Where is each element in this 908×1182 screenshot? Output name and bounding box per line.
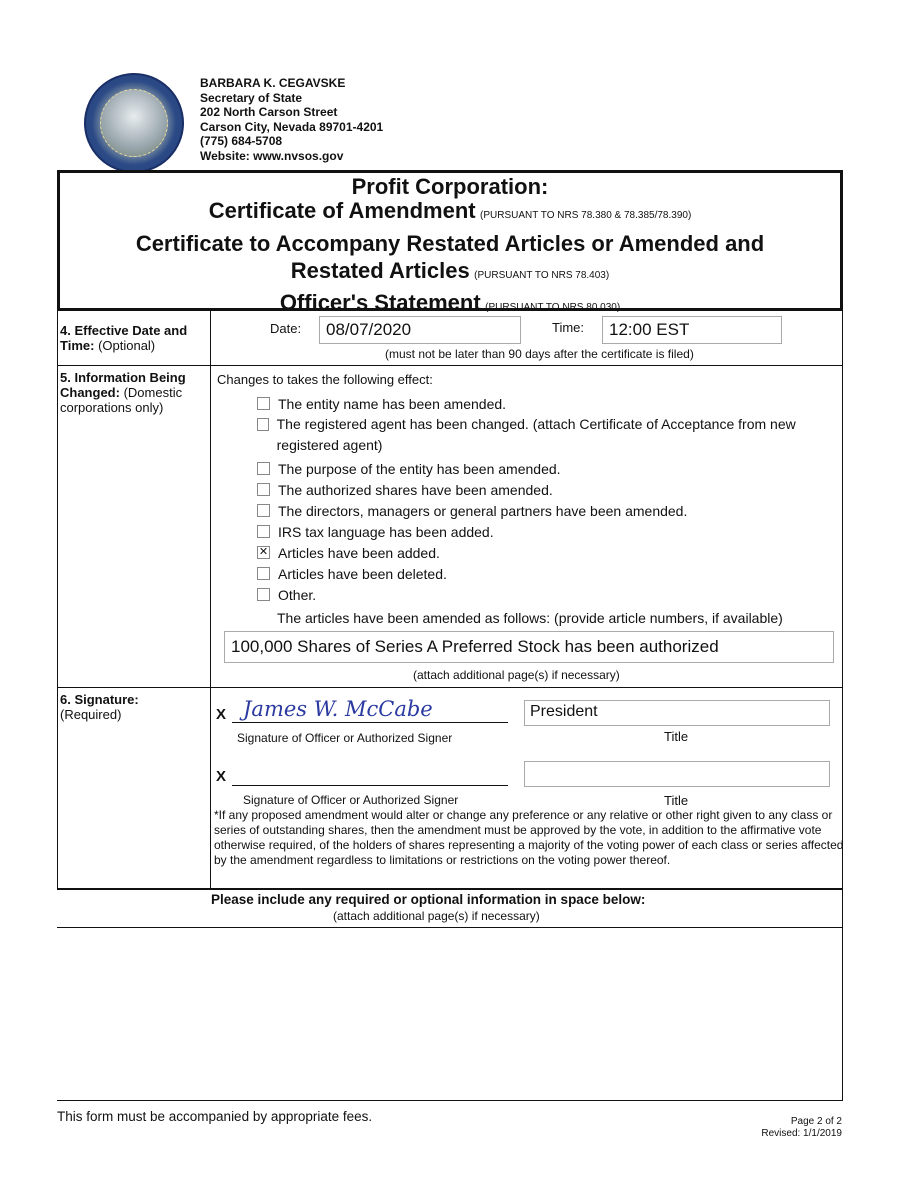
date-label: Date: — [270, 321, 302, 336]
section6-label: 6. Signature: (Required) — [60, 692, 139, 722]
title-line4-note: (PURSUANT TO NRS 78.403) — [474, 270, 610, 281]
title-line2-note: (PURSUANT TO NRS 78.380 & 78.385/78.390) — [480, 210, 692, 221]
title-line3: Certificate to Accompany Restated Articles or Amended and — [135, 231, 765, 256]
secretary-name: BARBARA K. CEGAVSKE — [200, 76, 346, 90]
phone: (775) 684-5708 — [200, 134, 283, 148]
attach-note: (attach additional page(s) if necessary) — [413, 668, 620, 682]
option-label: The authorized shares have been amended. — [278, 481, 553, 498]
form-title-box — [57, 170, 843, 315]
additional-info-heading: Please include any required or optional information in space below: — [211, 892, 646, 907]
option-label: Other. — [278, 586, 317, 603]
change-option[interactable] — [257, 500, 827, 521]
option-label: Articles have been added. — [278, 544, 440, 561]
title-line4: Restated Articles — [290, 258, 470, 283]
date-note: (must not be later than 90 days after the certificate is filed) — [385, 347, 694, 361]
change-option[interactable] — [257, 479, 827, 500]
title-line5: Officer's Statement — [279, 290, 481, 315]
nevada-state-seal — [84, 73, 184, 173]
signature-caption-1: Signature of Officer or Authorized Signer — [237, 731, 453, 745]
option-label: The registered agent has been changed. (attach Certificate of Acceptance from new registered agent) — [276, 416, 796, 453]
changes-intro: Changes to takes the following effect: — [217, 372, 433, 387]
signature-caption-2: Signature of Officer or Authorized Signer — [243, 793, 459, 807]
checkbox[interactable]: ✕ — [258, 546, 269, 558]
signature-x-2: X — [216, 768, 227, 785]
checkbox[interactable] — [257, 397, 270, 410]
amended-articles-field[interactable]: 100,000 Shares of Series A Preferred Stock has been authorized — [224, 631, 834, 663]
change-option[interactable] — [257, 542, 827, 563]
title-field-1[interactable]: President — [524, 700, 830, 726]
checkbox[interactable] — [257, 504, 270, 517]
checkbox[interactable] — [257, 567, 270, 580]
title-caption-1: Title — [664, 729, 689, 744]
amendment-footnote: *If any proposed amendment would alter or change any preference or any relative or other right given to any class or series of outstanding shares, then the amendment must be approved by the vote, in addition to the affirmative vote otherwise required, of the holders of shares representing a majority of the voting power of each class or series affected by the amendment regardless to limitations or restrictions on the voting power thereof. — [214, 808, 844, 867]
checkbox[interactable] — [257, 483, 270, 496]
change-options-list — [257, 393, 827, 605]
effective-date-field[interactable]: 08/07/2020 — [319, 316, 521, 344]
change-option[interactable] — [257, 393, 827, 414]
title-field-2[interactable] — [524, 761, 830, 787]
office: Secretary of State — [200, 90, 303, 105]
amended-prompt: The articles have been amended as follows: (provide article numbers, if available) — [277, 610, 783, 626]
checkbox[interactable] — [257, 462, 270, 475]
signature-x-1: X — [216, 706, 227, 723]
section4-label: 4. Effective Date and Time: (Optional) — [60, 323, 188, 353]
change-option[interactable] — [257, 563, 827, 584]
option-label: The entity name has been amended. — [278, 395, 507, 412]
title-caption-2: Title — [664, 793, 689, 808]
checkbox[interactable] — [257, 418, 269, 431]
title-line5-note: (PURSUANT TO NRS 80.030) — [485, 302, 621, 313]
title-line2: Certificate of Amendment — [208, 198, 476, 223]
change-option[interactable] — [257, 414, 827, 458]
option-label: The directors, managers or general partners have been amended. — [278, 502, 688, 519]
option-label: Articles have been deleted. — [278, 565, 447, 582]
fees-note: This form must be accompanied by appropriate fees. — [57, 1109, 373, 1124]
page-info: Page 2 of 2 Revised: 1/1/2019 — [761, 1116, 842, 1139]
change-option[interactable] — [257, 521, 827, 542]
officer-signature: James W. McCabe — [243, 697, 433, 721]
website: Website: www.nvsos.gov — [200, 148, 344, 163]
street: 202 North Carson Street — [200, 105, 338, 119]
title-line1: Profit Corporation: — [351, 174, 549, 199]
option-label: IRS tax language has been added. — [278, 523, 494, 540]
section5-label: 5. Information Being Changed: (Domestic corporations only) — [60, 370, 186, 415]
change-option[interactable] — [257, 584, 827, 605]
additional-info-area[interactable] — [60, 930, 840, 1098]
secretary-address-block — [200, 76, 383, 163]
checkbox[interactable] — [257, 525, 270, 538]
change-option[interactable] — [257, 458, 827, 479]
effective-time-field[interactable]: 12:00 EST — [602, 316, 782, 344]
city: Carson City, Nevada 89701-4201 — [200, 119, 384, 134]
option-label: The purpose of the entity has been amended. — [278, 460, 561, 477]
additional-info-note: (attach additional page(s) if necessary) — [333, 909, 540, 923]
time-label: Time: — [552, 320, 585, 335]
checkbox[interactable] — [257, 588, 270, 601]
